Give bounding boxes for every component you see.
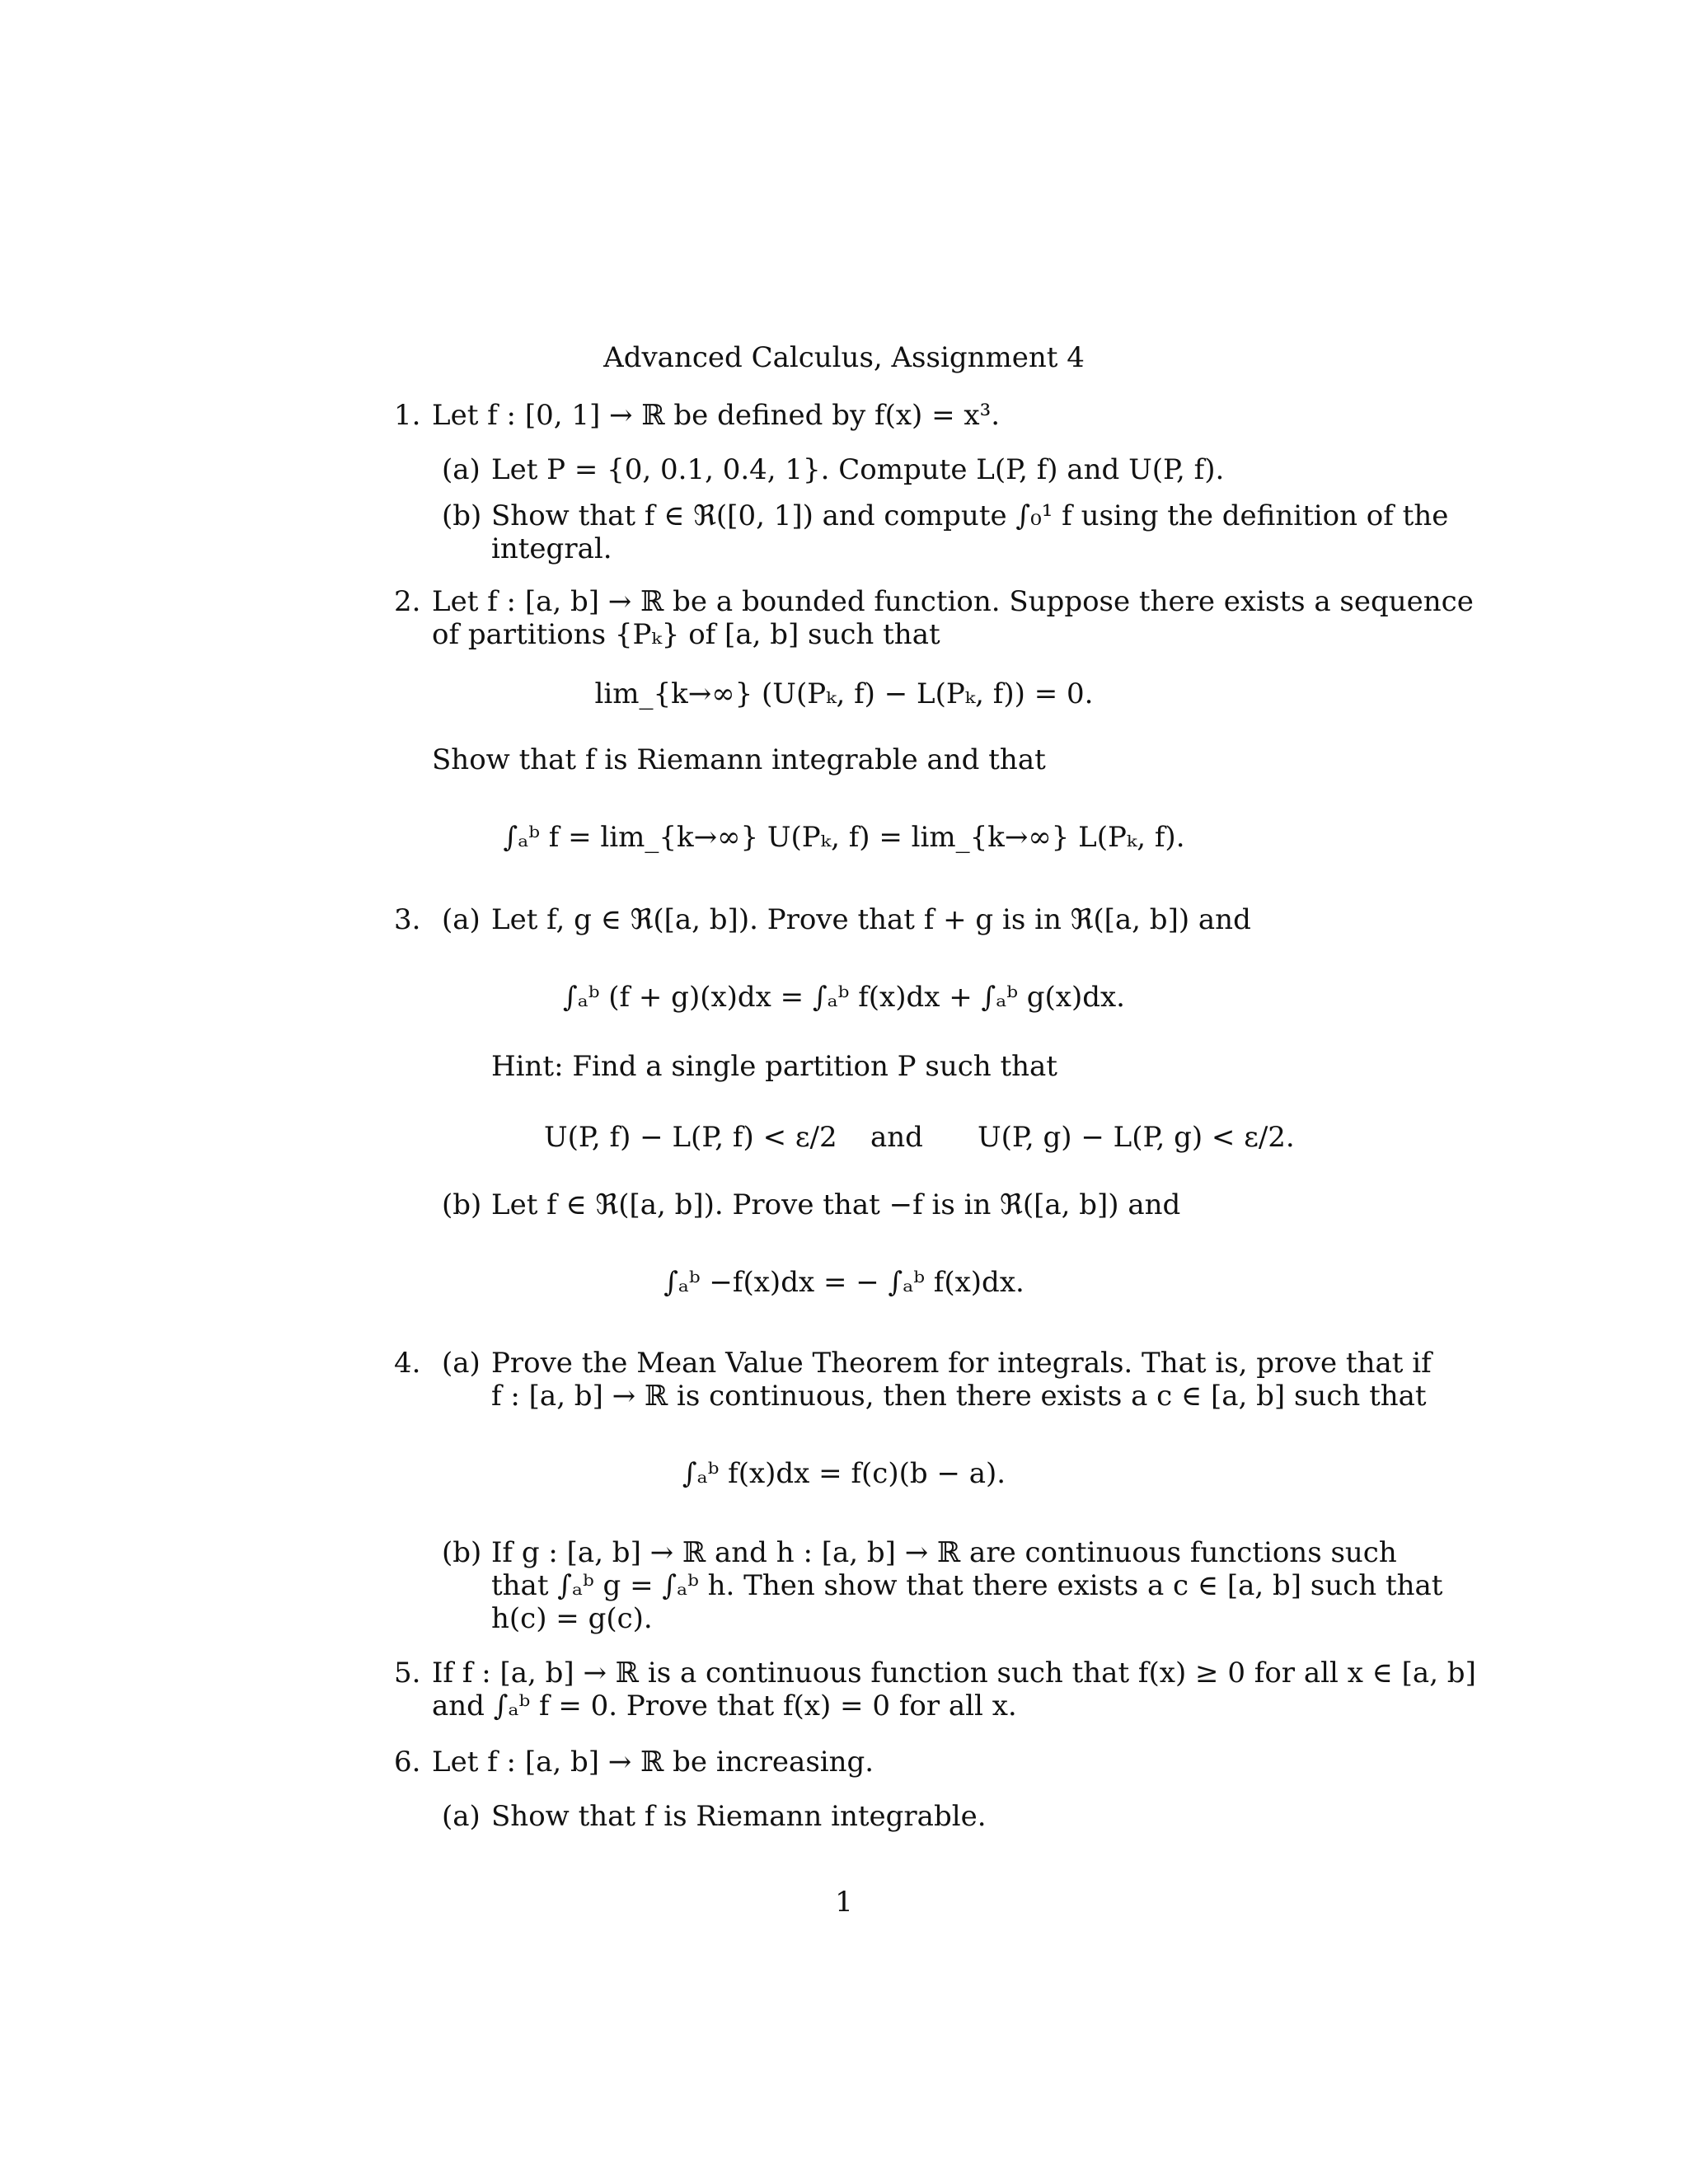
problem-2-line-3: Show that f is Riemann integrable and that <box>432 743 1046 776</box>
problem-4b-line-2: that ∫ₐᵇ g = ∫ₐᵇ h. Then show that there exists a c ∈ [a, b] such that <box>491 1569 1443 1602</box>
problem-3a-text: Let f, g ∈ ℜ([a, b]). Prove that f + g is in ℜ([a, b]) and <box>491 903 1251 936</box>
problem-1-text: Let f : [0, 1] → ℝ be defined by f(x) = x³. <box>432 399 1001 432</box>
problem-4b-line-3: h(c) = g(c). <box>491 1602 653 1635</box>
problem-2-line-1: Let f : [a, b] → ℝ be a bounded function. Suppose there exists a sequence <box>432 585 1474 618</box>
problem-3-number: 3. <box>394 903 421 936</box>
problem-4a-display: ∫ₐᵇ f(x)dx = f(c)(b − a). <box>682 1457 1006 1490</box>
problem-1b-label: (b) <box>442 499 482 532</box>
problem-4b-label: (b) <box>442 1536 482 1569</box>
problem-1b-line-2: integral. <box>491 532 612 565</box>
problem-2-display-2: ∫ₐᵇ f = lim_{k→∞} U(Pₖ, f) = lim_{k→∞} L(Pₖ, f). <box>503 821 1185 854</box>
problem-3a-hint-left: U(P, f) − L(P, f) < ε/2 <box>544 1121 837 1154</box>
problem-4a-label: (a) <box>442 1347 481 1380</box>
problem-6a-label: (a) <box>442 1800 481 1833</box>
problem-4b-line-1: If g : [a, b] → ℝ and h : [a, b] → ℝ are continuous functions such <box>491 1536 1397 1569</box>
problem-3a-display: ∫ₐᵇ (f + g)(x)dx = ∫ₐᵇ f(x)dx + ∫ₐᵇ g(x)dx. <box>563 981 1125 1014</box>
problem-6a-text: Show that f is Riemann integrable. <box>491 1800 987 1833</box>
page-number: 1 <box>835 1886 853 1919</box>
problem-1-number: 1. <box>394 399 421 432</box>
problem-5-number: 5. <box>394 1657 421 1690</box>
problem-3a-hint-right: U(P, g) − L(P, g) < ε/2. <box>978 1121 1295 1154</box>
problem-4a-line-2: f : [a, b] → ℝ is continuous, then there exists a c ∈ [a, b] such that <box>491 1380 1427 1413</box>
problem-2-line-2: of partitions {Pₖ} of [a, b] such that <box>432 618 940 651</box>
problem-2-number: 2. <box>394 585 421 618</box>
problem-3b-display: ∫ₐᵇ −f(x)dx = − ∫ₐᵇ f(x)dx. <box>663 1266 1025 1299</box>
problem-5-line-2: and ∫ₐᵇ f = 0. Prove that f(x) = 0 for all x. <box>432 1690 1017 1722</box>
problem-1a-text: Let P = {0, 0.1, 0.4, 1}. Compute L(P, f) and U(P, f). <box>491 453 1225 486</box>
problem-3b-text: Let f ∈ ℜ([a, b]). Prove that −f is in ℜ([a, b]) and <box>491 1188 1181 1221</box>
problem-6-text: Let f : [a, b] → ℝ be increasing. <box>432 1746 874 1779</box>
problem-6-number: 6. <box>394 1746 421 1779</box>
problem-4-number: 4. <box>394 1347 421 1380</box>
problem-3b-label: (b) <box>442 1188 482 1221</box>
problem-4a-line-1: Prove the Mean Value Theorem for integrals. That is, prove that if <box>491 1347 1432 1380</box>
problem-3a-hint-and: and <box>870 1121 923 1154</box>
problem-3a-label: (a) <box>442 903 481 936</box>
problem-3a-hint: Hint: Find a single partition P such that <box>491 1050 1057 1083</box>
page-title: Advanced Calculus, Assignment 4 <box>603 341 1085 374</box>
problem-2-display-1: lim_{k→∞} (U(Pₖ, f) − L(Pₖ, f)) = 0. <box>594 677 1094 710</box>
problem-5-line-1: If f : [a, b] → ℝ is a continuous function such that f(x) ≥ 0 for all x ∈ [a, b] <box>432 1657 1476 1690</box>
problem-1b-line-1: Show that f ∈ ℜ([0, 1]) and compute ∫₀¹ f using the definition of the <box>491 499 1449 532</box>
problem-1a-label: (a) <box>442 453 481 486</box>
